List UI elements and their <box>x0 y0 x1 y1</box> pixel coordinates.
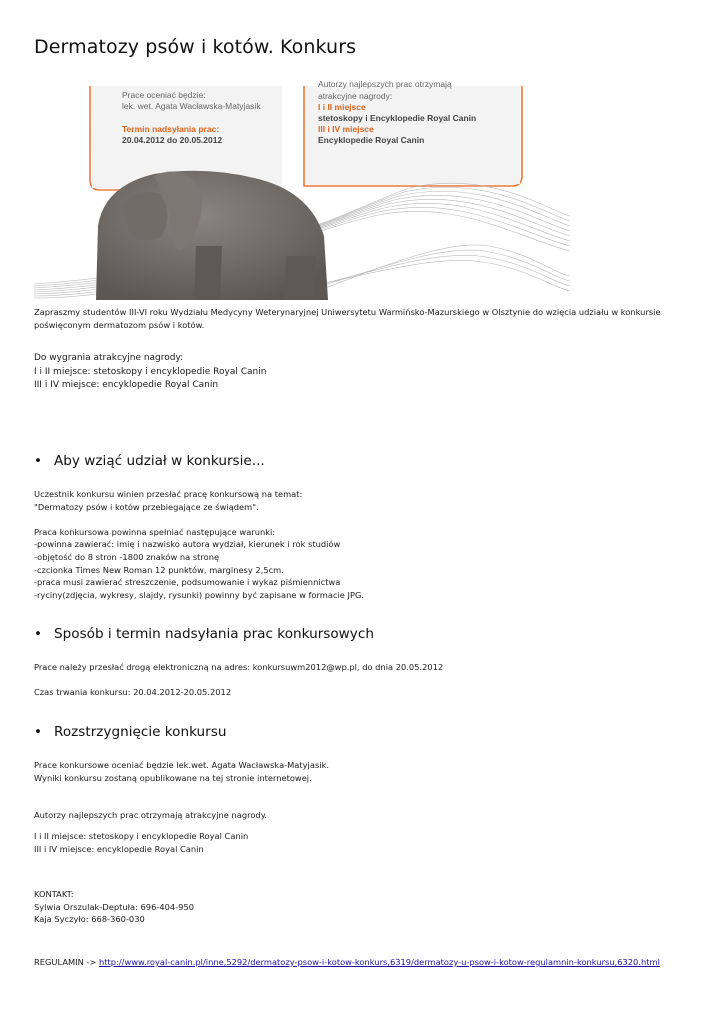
banner-left-line2: lek. wet. Agata Wacławska-Matyjasik <box>122 101 261 111</box>
section1-line: Praca konkursowa powinna spełniać następujące warunki: <box>34 526 276 537</box>
regulamin-link[interactable]: http://www.royal-canin.pl/inne,5292/dermatozy-psow-i-kotow-konkurs,6319/dermatozy-u-psow-i-kotow-regulamnin-konkursu,6320.html <box>99 957 660 967</box>
section1-line: -powinna zawierać: imię i nazwisko autora wydział, kierunek i rok studiów <box>34 539 341 550</box>
section1-line: "Dermatozy psów i kotów przebiegające ze świądem". <box>34 501 259 512</box>
section1-line: -objętość do 8 stron -1800 znaków na stronę <box>34 551 220 562</box>
section3-body <box>34 759 329 784</box>
banner-prize1-value: stetoskopy i Encyklopedie Royal Canin <box>318 113 477 123</box>
contact-label: KONTAKT: <box>34 889 74 899</box>
contact-person2: Kaja Syczyło: 668-360-030 <box>34 914 145 925</box>
section3-prizes <box>34 830 248 855</box>
section2-line2-text: Czas trwania konkursu: 20.04.2012-20.05.2012 <box>34 687 232 697</box>
banner-deadline-value: 20.04.2012 do 20.05.2012 <box>122 135 223 145</box>
contact-person1: Sylwia Orszulak-Deptuła: 696-404-950 <box>34 901 195 912</box>
contact-block <box>34 888 194 926</box>
section2-line2 <box>34 686 231 699</box>
section3-bullet: • <box>34 724 43 740</box>
prizes-intro-line1: Do wygrania atrakcyjne nagrody: <box>34 353 184 363</box>
intro-paragraph <box>34 306 661 331</box>
section1-line: Uczestnik konkursu winien przesłać pracę konkursową na temat: <box>34 489 303 499</box>
section1-body <box>34 488 364 601</box>
section2-bullet: • <box>34 626 43 642</box>
section1-heading <box>34 453 265 469</box>
section3-awards <box>34 809 267 822</box>
section3-line3: Autorzy najlepszych prac otrzymają atrakcyjne nagrody. <box>34 810 268 820</box>
section3-heading-text: Rozstrzygnięcie konkursu <box>54 724 227 740</box>
section1-heading-text: Aby wziąć udział w konkursie... <box>54 453 265 469</box>
section1-line <box>34 513 364 526</box>
section3-heading <box>34 724 226 740</box>
intro-line2: poświęconym dermatozom psów i kotów. <box>34 319 205 330</box>
banner-prize2-label: III i IV miejsce <box>318 124 374 134</box>
section2-line1 <box>34 661 443 674</box>
section1-line: -praca musi zawierać streszczenie, podsumowanie i wykaz piśmiennictwa <box>34 577 341 588</box>
banner-left-line1: Prace oceniać będzie: <box>122 90 206 100</box>
prizes-intro-line2: I i II miejsce: stetoskopy i encyklopedie Royal Canin <box>34 366 267 377</box>
section2-line1-text: Prace należy przesłać drogą elektroniczną na adres: konkursuwm2012@wp.pl, do dnia 20.05.2012 <box>34 662 444 672</box>
section3-line1: Prace konkursowe oceniać będzie lek.wet. Agata Wacławska-Matyjasik. <box>34 760 330 770</box>
section1-line: -ryciny(zdjęcia, wykresy, slajdy, rysunki) powinny być zapisane w formacie JPG. <box>34 589 365 600</box>
section3-line2: Wyniki konkursu zostaną opublikowane na tej stronie internetowej. <box>34 772 312 783</box>
section1-bullet: • <box>34 453 43 469</box>
page-title: Dermatozy psów i kotów. Konkurs <box>34 36 357 58</box>
prizes-intro-line3: III i IV miejsce: encyklopedie Royal Canin <box>34 380 219 390</box>
section2-heading <box>34 626 374 642</box>
banner-right-line0: Autorzy najlepszych prac otrzymają <box>318 79 452 89</box>
banner-deadline-label: Termin nadsyłania prac: <box>122 124 220 134</box>
banner-prize1-label: I i II miejsce <box>318 102 366 112</box>
section3-line4: I i II miejsce: stetoskopy i encyklopedie Royal Canin <box>34 831 249 841</box>
banner-right-line1: atrakcyjne nagrody: <box>318 91 393 101</box>
intro-line1: Zapraszmy studentów III-VI roku Wydziału Medycyny Weterynaryjnej Uniwersytetu Warmińsko-Mazurskiego w Olsztynie do wzięcia udziału w konkursie <box>34 307 661 317</box>
regulamin-label: REGULAMIN -> <box>34 957 97 967</box>
regulamin-row <box>34 956 660 969</box>
prizes-intro <box>34 352 266 393</box>
section2-heading-text: Sposób i termin nadsyłania prac konkursowych <box>54 626 374 642</box>
banner-prize2-value: Encyklopedie Royal Canin <box>318 135 425 145</box>
section3-line5: III i IV miejsce: encyklopedie Royal Canin <box>34 843 204 854</box>
contest-banner-image <box>34 79 570 300</box>
section1-line: -czcionka Times New Roman 12 punktów, marginesy 2,5cm. <box>34 564 284 575</box>
